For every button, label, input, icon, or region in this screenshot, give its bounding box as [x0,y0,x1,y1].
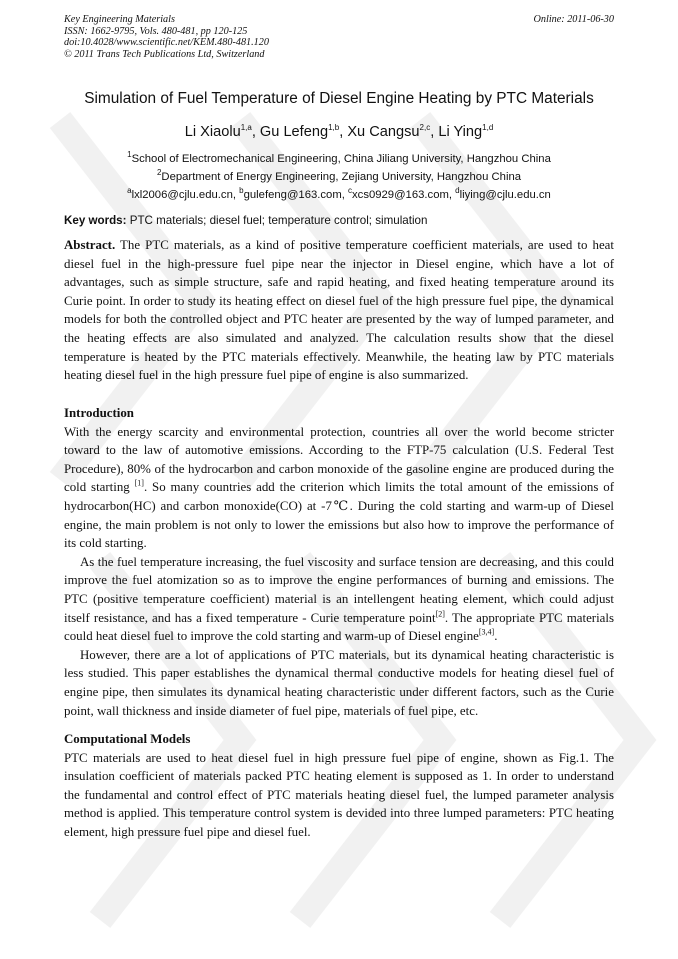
introduction-paragraph-1: With the energy scarcity and environmental protection, countries all over the world become stricter toward to the law of automotive emissions. According to the FTP-75 calculation (U.S. Federal Test Procedure), 80% of the hydrocarbon and carbon monoxide of the gasoline engine are produced during the cold starting [1]. So many countries add the criterion which limits the total amount of the emissions of hydrocarbon(HC) and carbon monoxide(CO) at -7℃. During the cold starting and warm-up of Diesel engine, the main problem is not only to lower the emissions but also how to improve the performance of its cold starting. [64,424,614,551]
email[interactable]: $^a$lxl2006@cjlu.edu.cn, [127,186,240,201]
doi-line: doi:10.4028/www.scientific.net/KEM.480-481.120 [64,37,269,49]
abstract-label: Abstract. [64,238,116,252]
email[interactable]: $^b$gulefeng@163.com, [239,186,349,201]
abstract-text: The PTC materials, as a kind of positive temperature coefficient materials, are used to heat diesel fuel in the high-pressure fuel pipe near the injector in Diesel engine, which have a lot of advantages, such as simple structure, safe and rapid heating, and fixed heating temperature around its Curie point. In order to study its heating effect on diesel fuel of the high pressure fuel pipe, the dynamical models for both the controlled object and PTC heater are presented by the way of lumped parameter, and the heating effects are also simulated and analyzed. The calculation results show that the diesel temperature is heated by the PTC materials effectively. Meanwhile, the heating law by PTC materials heating diesel fuel in the high pressure fuel pipe of engine is also summarized. [64,238,614,383]
email[interactable]: $^d$liying@cjlu.edu.cn [455,186,551,201]
computational-models-section [64,730,614,842]
introduction-heading: Introduction [64,406,134,420]
affiliation-1: $^1$School of Electromechanical Engineering, China Jiliang University, Hangzhou China [127,150,551,165]
keywords: Key words: PTC materials; diesel fuel; temperature control; simulation [64,214,428,227]
abstract [64,236,614,385]
computational-models-heading: Computational Models [64,732,191,746]
paper-title: Simulation of Fuel Temperature of Diesel Engine Heating by PTC Materials [84,90,594,107]
introduction-section [64,404,614,720]
keywords-label: Key words: [64,214,127,227]
citation-ref[interactable]: [3,4] [478,627,495,637]
email-list [30,186,648,202]
author: Li Ying$^{1,d}$ [438,123,494,140]
email[interactable]: $^c$xcs0929@163.com, [348,186,456,201]
journal-name: Key Engineering Materials [64,14,175,25]
author: Li Xiaolu$^{1,a}$, [184,123,260,140]
copyright-line: © 2011 Trans Tech Publications Ltd, Switzerland [64,48,265,60]
issn-line: ISSN: 1662-9795, Vols. 480-481, pp 120-125 [64,25,248,37]
computational-models-paragraph-1: PTC materials are used to heat diesel fuel in high pressure fuel pipe of engine, shown as Fig.1. The insulation coefficient of materials packed PTC heating element is supposed as 1. In order to understand the fundamental and control effect of PTC materials heating diesel fuel, the lumped parameter analysis method is applied. This temperature control system is devided into three lumped parameters: PTC heating element, high pressure fuel pipe and diesel fuel. [64,750,614,839]
affiliation-2: $^2$Department of Energy Engineering, Zejiang University, Hangzhou China [156,168,522,183]
citation-ref[interactable]: [2] [435,609,445,619]
author-list [40,124,638,140]
journal-header [64,14,269,60]
introduction-paragraph-2: As the fuel temperature increasing, the fuel viscosity and surface tension are decreasing, and this could improve the fuel atomization so as to improve the engine performances of burning and emissions. The PTC (positive temperature coefficient) material is an intellengent heating element, which could adjust itself resistance, and has a fixed temperature - Curie temperature point[2]. The appropriate PTC materials could heat diesel fuel to improve the cold starting and warm-up of Diesel engine[3,4]. [64,554,614,644]
author: Xu Cangsu$^{2,c}$, [347,123,439,140]
author: Gu Lefeng$^{1,b}$, [259,123,348,140]
introduction-paragraph-3: However, there are a lot of applications of PTC materials, but its dynamical heating characteristic is less studied. This paper establishes the dynamical thermal conductive models for heating diesel fuel of engine pipe, then simulates its dynamical heating characteristic under different factors, such as the Curie point, wall thickness and inside diameter of fuel pipe, materials of fuel pipe, etc. [64,647,614,718]
online-date: Online: 2011-06-30 [533,14,614,25]
citation-ref[interactable]: [1] [134,479,144,489]
